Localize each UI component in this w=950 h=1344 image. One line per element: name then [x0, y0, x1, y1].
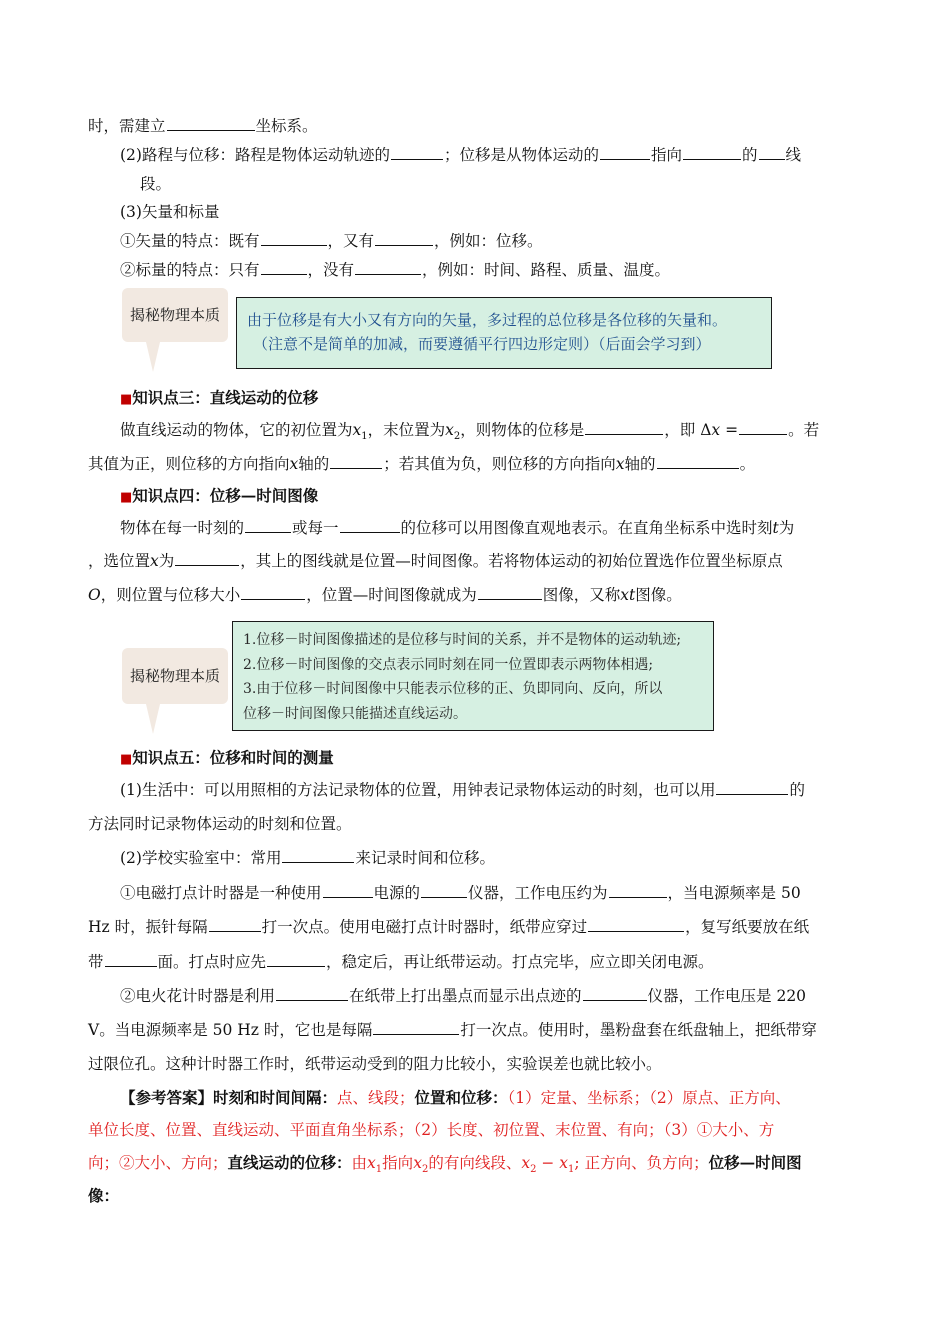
text: 。	[739, 455, 756, 473]
blank	[421, 883, 467, 898]
blank	[245, 518, 291, 533]
text: ；若其值为负，则位移的方向指向	[383, 455, 616, 473]
text-line: 过限位孔。这种计时器工作时，纸带运动受到的阻力比较小，实验误差也就比较小。	[88, 1055, 662, 1073]
note-line: 由于位移是有大小又有方向的矢量，多过程的总位移是各位移的矢量和。	[247, 311, 728, 329]
text: ，复写纸要放在纸	[685, 918, 810, 936]
subscript: 2	[421, 1164, 429, 1176]
text: (2)学校实验室中：常用	[120, 849, 282, 867]
text-line	[88, 952, 714, 972]
text-line: 方法同时记录物体运动的时刻和位置。	[88, 815, 352, 833]
blank	[323, 883, 373, 898]
blank	[588, 917, 684, 932]
text: ，末位置为	[367, 421, 446, 439]
blank	[330, 454, 382, 469]
text-line	[88, 116, 318, 136]
callout-bubble: 揭秘物理本质	[122, 648, 228, 704]
text: 指向	[650, 146, 682, 164]
note-line: 2.位移－时间图像的交点表示同时刻在同一位置即表示两物体相遇;	[243, 656, 654, 673]
text: ，即 Δ	[664, 421, 712, 439]
text: 在纸带上打出墨点而显示出点迹的	[349, 987, 582, 1005]
text: 面。打点时应先	[157, 953, 267, 971]
text: 打一次点。使用时，墨粉盘套在纸盘轴上，把纸带穿	[460, 1021, 817, 1039]
answer-text: −	[536, 1154, 560, 1172]
answer-text: 向；②大小、方向；	[88, 1154, 228, 1172]
text: 的	[789, 781, 805, 799]
text: ②电火花计时器是利用	[120, 987, 276, 1005]
physics-essence-note	[236, 297, 772, 369]
var: O	[88, 586, 101, 604]
text: 物体在每一时刻的	[120, 519, 245, 537]
text-line	[120, 260, 670, 280]
var: x	[559, 1154, 569, 1172]
var: x	[521, 1154, 531, 1172]
text: ，则位置与位移大小	[100, 586, 241, 604]
text: ；位移是从物体运动的	[443, 146, 599, 164]
blank	[282, 848, 354, 863]
var: x	[289, 455, 299, 473]
var: x	[413, 1154, 422, 1172]
text: V。当电源频率是 50 Hz 时，它也是每隔	[88, 1021, 373, 1039]
text-line: (3)矢量和标量	[120, 203, 220, 221]
text: ，例如：位移。	[434, 232, 543, 250]
text: ，当电源频率是 50	[667, 884, 801, 902]
blank	[241, 585, 305, 600]
text-line	[88, 551, 783, 571]
text-line	[88, 585, 682, 605]
text: 。若	[788, 421, 820, 439]
section-heading	[120, 388, 318, 410]
note-line: （注意不是简单的加减，而要遵循平行四边形定则）（后面会学习到）	[253, 335, 711, 353]
text: 图像。	[635, 586, 682, 604]
subscript: 1	[361, 431, 368, 443]
blank	[167, 116, 255, 131]
blank	[391, 145, 443, 160]
var: x	[615, 455, 625, 473]
text: 时，需建立	[88, 117, 166, 135]
var: xt	[620, 586, 636, 604]
text: ，位置—时间图像就成为	[306, 586, 477, 604]
text: 坐标系。	[255, 117, 318, 135]
heading-marker: ■	[120, 490, 133, 505]
text-line	[120, 518, 794, 538]
blank	[267, 952, 325, 967]
text: 的	[742, 146, 758, 164]
var: x	[445, 421, 454, 439]
note-line: 3.由于位移－时间图像中只能表示位移的正、负即同向、反向，所以	[243, 681, 663, 697]
heading-marker: ■	[120, 392, 133, 407]
answer-line: 单位长度、位置、直线运动、平面直角坐标系；（2）长度、初位置、末位置、有向；（3）①大小、方	[88, 1121, 775, 1139]
answer-line	[120, 1088, 791, 1108]
section-heading	[120, 748, 334, 770]
heading-title: 知识点五：位移和时间的测量	[132, 748, 334, 767]
physics-essence-note	[232, 621, 714, 731]
text: 的位移可以用图像直观地表示。在直角坐标系中选时刻	[400, 519, 773, 537]
text: 线	[785, 146, 802, 164]
text-line	[120, 883, 801, 903]
text: 为	[158, 552, 175, 570]
answer-label: 位置和位移：	[414, 1088, 508, 1107]
blank	[657, 454, 739, 469]
heading-title: 知识点四：位移—时间图像	[132, 486, 319, 505]
heading-title: 知识点三：直线运动的位移	[132, 388, 319, 407]
blank	[340, 518, 400, 533]
blank	[739, 420, 787, 435]
text-line	[88, 454, 755, 474]
text-line	[120, 145, 801, 165]
callout-bubble-tail	[146, 704, 160, 734]
answer-text: 由	[351, 1154, 368, 1172]
blank	[261, 231, 327, 246]
answer-text: ; 正方向、负方向；	[574, 1154, 709, 1172]
section-heading	[120, 486, 318, 508]
text: ②标量的特点：只有	[120, 261, 260, 279]
note-line: 1.位移－时间图像描述的是位移与时间的关系，并不是物体的运动轨迹;	[243, 632, 682, 648]
text: Hz 时，振针每隔	[88, 918, 208, 936]
text: 其值为正，则位移的方向指向	[88, 455, 290, 473]
answer-label: 直线运动的位移：	[227, 1153, 352, 1172]
text-line	[120, 986, 806, 1006]
blank	[105, 952, 157, 967]
subscript: 2	[530, 1164, 537, 1176]
text-line	[120, 231, 543, 251]
text: ，例如：时间、路程、质量、温度。	[422, 261, 671, 279]
var: x	[367, 1154, 376, 1172]
text: 做直线运动的物体，它的初位置为	[120, 421, 353, 439]
text-line	[88, 917, 809, 937]
text: 轴的	[298, 455, 330, 473]
text: ，则物体的位移是	[460, 421, 585, 439]
callout-bubble: 揭秘物理本质	[122, 288, 228, 342]
var: x	[711, 421, 721, 439]
var: x	[150, 552, 159, 570]
blank	[261, 260, 307, 275]
subscript: 1	[375, 1164, 383, 1176]
answer-label: 位移—时间图	[708, 1153, 802, 1172]
blank	[276, 986, 348, 1001]
text: 轴的	[624, 455, 656, 473]
blank	[759, 145, 785, 160]
subscript: 2	[453, 431, 461, 443]
blank	[716, 780, 788, 795]
answer-text: 的有向线段、	[428, 1154, 522, 1172]
text: 来记录时间和位移。	[355, 849, 495, 867]
text: (1)生活中：可以用照相的方法记录物体的位置，用钟表记录物体运动的时刻，也可以用	[120, 781, 716, 799]
text-line	[120, 780, 805, 800]
text: ①电磁打点计时器是一种使用	[120, 884, 322, 902]
blank	[478, 585, 542, 600]
answer-text: 点、线段；	[337, 1089, 415, 1107]
blank	[600, 145, 650, 160]
blank	[683, 145, 741, 160]
text: 或每一	[292, 519, 339, 537]
answer-line: 像：	[88, 1186, 120, 1205]
text-line	[120, 420, 819, 447]
blank	[209, 917, 261, 932]
blank	[355, 260, 421, 275]
var: t	[772, 519, 779, 537]
blank	[373, 1020, 459, 1035]
text: (2)路程与位移：路程是物体运动轨迹的	[120, 146, 390, 164]
blank	[583, 986, 647, 1001]
answer-text: （1）定量、坐标系；（2）原点、正方向、	[507, 1089, 791, 1107]
text-line: 段。	[140, 175, 172, 193]
callout-bubble-tail	[146, 342, 160, 372]
text: 仪器，工作电压约为	[468, 884, 608, 902]
text-line	[120, 848, 495, 868]
blank	[175, 551, 239, 566]
text: 为	[778, 519, 795, 537]
text: ，选位置	[88, 552, 151, 570]
blank	[375, 231, 433, 246]
text-line	[88, 1020, 817, 1040]
text: 仪器，工作电压是 220	[647, 987, 807, 1005]
blank	[585, 420, 663, 435]
heading-marker: ■	[120, 752, 133, 767]
text: 图像，又称	[542, 586, 621, 604]
text: ，没有	[307, 261, 355, 279]
text: =	[720, 421, 739, 439]
text: ，又有	[327, 232, 375, 250]
answer-label: 【参考答案】时刻和时间间隔：	[120, 1088, 338, 1107]
text: 打一次点。使用电磁打点计时器时，纸带应穿过	[261, 918, 588, 936]
subscript: 1	[568, 1164, 575, 1176]
text: 电源的	[373, 884, 421, 902]
text: ，稳定后，再让纸带运动。打点完毕，应立即关闭电源。	[326, 953, 714, 971]
answer-text: 指向	[382, 1154, 414, 1172]
text: ①矢量的特点：既有	[120, 232, 260, 250]
answer-line	[88, 1153, 802, 1180]
text: 带	[88, 953, 104, 971]
note-line: 位移－时间图像只能描述直线运动。	[243, 705, 467, 722]
var: x	[352, 421, 362, 439]
text: ，其上的图线就是位置—时间图像。若将物体运动的初始位置选作位置坐标原点	[240, 552, 783, 570]
blank	[609, 883, 667, 898]
